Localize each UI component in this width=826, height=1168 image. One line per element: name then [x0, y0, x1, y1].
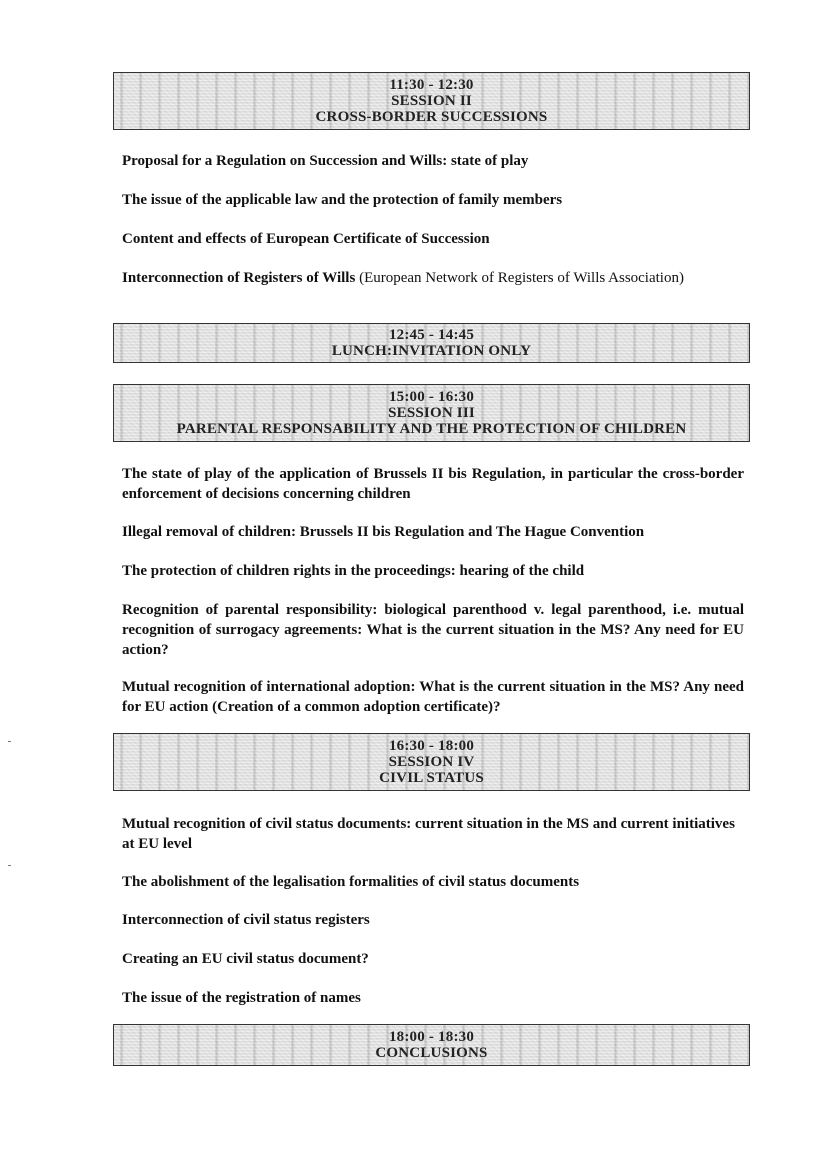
session-2-label: SESSION II	[391, 93, 472, 109]
session-3-item: The protection of children rights in the proceedings: hearing of the child	[122, 563, 585, 579]
session-3-title: PARENTAL RESPONSABILITY AND THE PROTECTION OF CHILDREN	[176, 421, 687, 437]
session-2-item-normal-part: (European Network of Registers of Wills Association)	[355, 270, 684, 286]
session-4-item: Creating an EU civil status document?	[122, 951, 369, 967]
session-4-banner	[113, 733, 750, 791]
session-4-item: Mutual recognition of civil status documents: current situation in the MS and current initiatives at EU level	[122, 816, 735, 852]
session-3-item: Mutual recognition of international adoption: What is the current situation in the MS? Any need for EU action (Creation of a common adoption certificate)?	[122, 679, 744, 715]
session-4-label: SESSION IV	[388, 754, 475, 770]
scan-speck	[8, 741, 11, 742]
session-4-item: The issue of the registration of names	[122, 990, 361, 1006]
conclusions-time: 18:00 - 18:30	[388, 1029, 475, 1045]
session-4-item: Interconnection of civil status registers	[122, 912, 370, 928]
session-2-title: CROSS-BORDER SUCCESSIONS	[315, 109, 548, 125]
session-4-time: 16:30 - 18:00	[388, 738, 475, 754]
session-3-item: The state of play of the application of Brussels II bis Regulation, in particular the cross-border enforcement of decisions concerning children	[122, 466, 744, 502]
lunch-banner	[113, 323, 750, 363]
session-2-item: The issue of the applicable law and the protection of family members	[122, 192, 563, 208]
session-3-item: Recognition of parental responsibility: biological parenthood v. legal parenthood, i.e. mutual recognition of surrogacy agreements: What is the current situation in the MS? Any need for EU action?	[122, 602, 744, 658]
session-3-banner	[113, 384, 750, 442]
session-2-item-bold-part: Interconnection of Registers of Wills	[122, 270, 356, 286]
session-2-item: Proposal for a Regulation on Succession and Wills: state of play	[122, 153, 529, 169]
session-2-item	[122, 268, 744, 288]
session-3-time: 15:00 - 16:30	[388, 389, 475, 405]
scan-speck	[8, 865, 11, 866]
conclusions-title: CONCLUSIONS	[375, 1045, 488, 1061]
session-3-label: SESSION III	[388, 405, 475, 421]
session-4-item: The abolishment of the legalisation formalities of civil status documents	[122, 874, 580, 890]
lunch-title: LUNCH:INVITATION ONLY	[331, 343, 532, 359]
lunch-time: 12:45 - 14:45	[388, 327, 475, 343]
session-3-item: Illegal removal of children: Brussels II bis Regulation and The Hague Convention	[122, 524, 645, 540]
session-2-banner	[113, 72, 750, 130]
session-4-title: CIVIL STATUS	[379, 770, 484, 786]
session-2-time: 11:30 - 12:30	[389, 77, 474, 93]
session-2-item: Content and effects of European Certificate of Succession	[122, 231, 490, 247]
conclusions-banner	[113, 1024, 750, 1066]
